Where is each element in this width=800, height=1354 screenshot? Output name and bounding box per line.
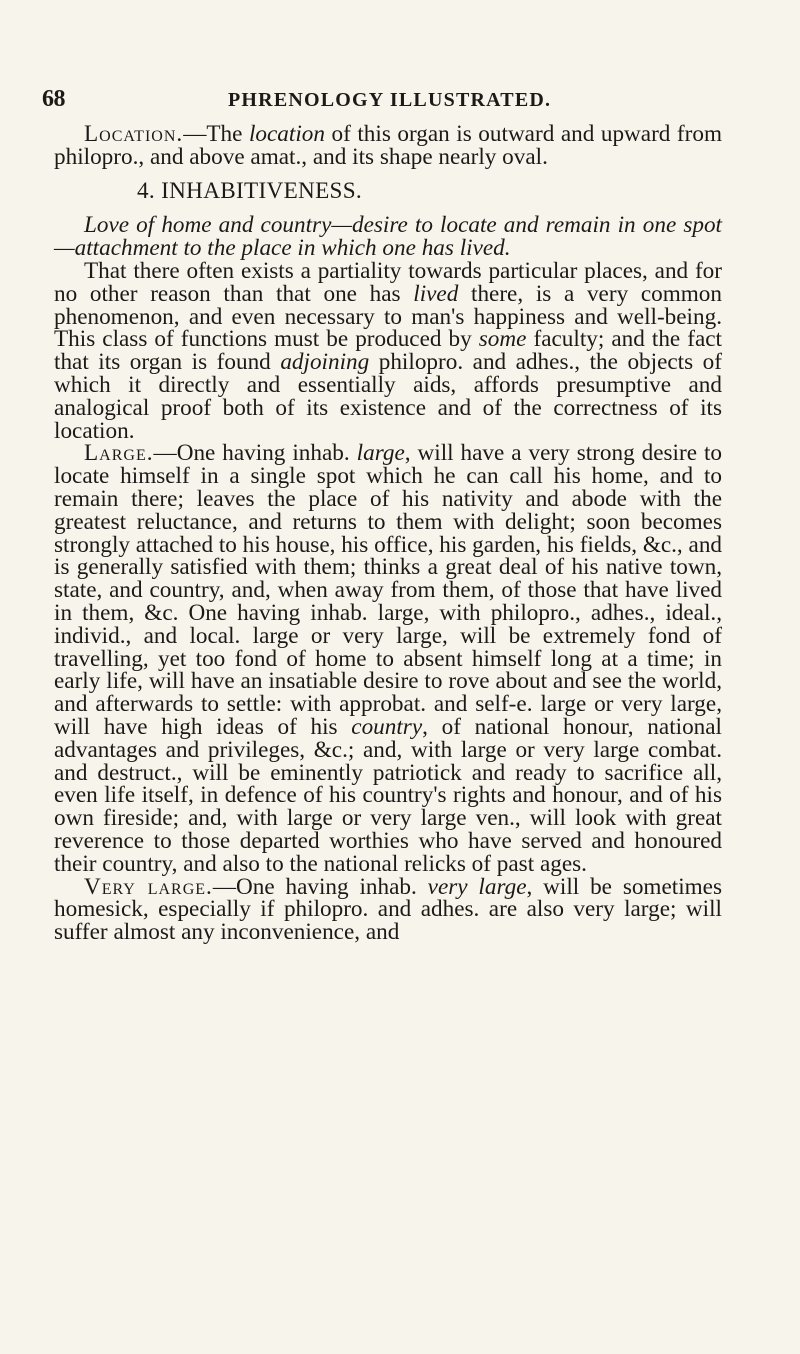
location-paragraph: Location.—The location of this organ is outward and upward from philopro., and above amat., and its shape nearly oval.	[54, 121, 722, 170]
section-definition: Love of home and country—desire to locate and remain in one spot—attachment to the place in which one has lived.	[54, 212, 722, 262]
page-number: 68	[42, 86, 65, 112]
large-label: Large.	[84, 440, 154, 467]
section-title: 4. INHABITIVENESS.	[137, 177, 363, 204]
partiality-paragraph: That there often exists a partiality towards particular places, and for no other reason than that one has lived there, is a very common phenomenon, and even necessary to man's happiness and well-being. This class of functions must be produced by some faculty; and the fact that its organ is found adjoining philopro. and adhes., the objects of which it directly and essentially aids, affords presumptive and analogical proof both of its existence and of the correctness of its location.	[54, 257, 722, 444]
running-title: PHRENOLOGY ILLUSTRATED.	[228, 89, 552, 111]
very-large-label: Very large.	[84, 873, 213, 900]
very-large-paragraph: Very large.—One having inhab. very large, will be sometimes homesick, especially if philopro. and adhes. are also very large; will suffer almost any inconvenience, and	[54, 873, 722, 946]
large-paragraph: Large.—One having inhab. large, will have a very strong desire to locate himself in a single spot which he can call his home, and to remain there; leaves the place of his nativity and abode with the greatest reluctance, and returns to them with delight; soon becomes strongly attached to his house, his office, his garden, his fields, &c., and is generally satisfied with them; thinks a great deal of his native town, state, and country, and, when away from them, of those that have lived in them, &c. One having inhab. large, with philopro., adhes., ideal., individ., and local. large or very large, will be extremely fond of travelling, yet too fond of home to absent himself long at a time; in early life, will have an insatiable desire to rove about and see the world, and afterwards to settle: with approbat. and self-e. large or very large, will have high ideas of his country, of national honour, national advantages and privileges, &c.; and, with large or very large combat. and destruct., will be eminently patriotick and ready to sacrifice all, even life itself, in defence of his country's rights and honour, and of his own fireside; and, with large or very large ven., will look with great reverence to those departed worthies who have served and honoured their country, and also to the national relicks of past ages.	[54, 440, 723, 877]
location-label: Location.	[84, 121, 184, 147]
page-body	[54, 123, 722, 944]
page-header	[42, 86, 702, 116]
